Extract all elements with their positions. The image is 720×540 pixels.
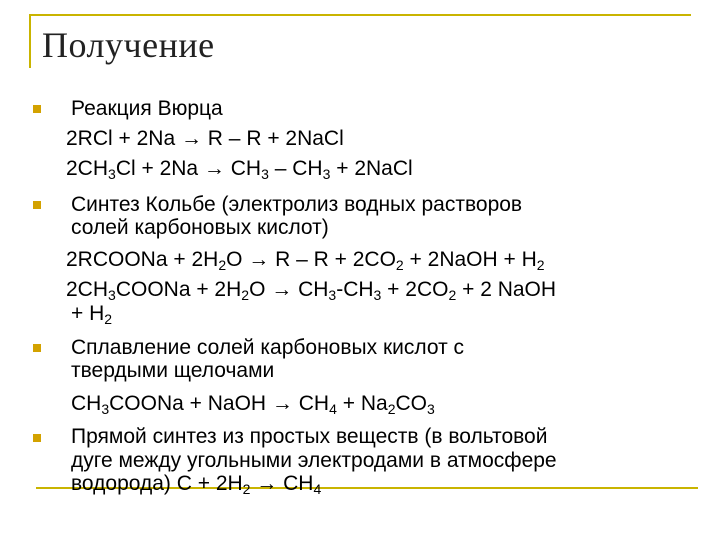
fusion-heading-line2: твердыми щелочами	[71, 359, 275, 382]
kolbe-equation-2: $2CH_3COONa + 2H_2O \to CH_3-CH_3 + 2CO_2 + 2$ NaOH	[66, 278, 557, 303]
kolbe-heading-line1: Синтез Кольбе (электролиз водных растворов	[71, 193, 523, 216]
kolbe-equation-1: 2RCOONa + $2H_2O \to R - R + 2CO_2$ + 2NaOH + $H_2$	[66, 248, 545, 273]
wurtz-heading: Реакция Вюрца	[71, 97, 223, 120]
direct-synthesis-line2: дуге между угольными электродами в атмосфере	[71, 449, 557, 472]
kolbe-heading-line2: солей карбоновых кислот)	[71, 216, 329, 239]
bullet-icon	[33, 105, 41, 113]
page-title: Получение	[42, 25, 215, 65]
wurtz-equation-2: $2CH_3Cl + 2Na \to CH_3 - CH_3$ + 2NaCl	[66, 157, 413, 182]
fusion-heading-line1: Сплавление солей карбоновых кислот с	[71, 336, 465, 359]
direct-synthesis-line1: Прямой синтез из простых веществ (в вольтовой	[71, 425, 548, 448]
direct-synthesis-line3: водорода) $C + 2H_2 \to CH_4$	[71, 472, 322, 497]
bullet-icon	[33, 201, 41, 209]
bullet-icon	[33, 434, 41, 442]
kolbe-equation-2-continued: + $H_2$	[71, 302, 113, 327]
wurtz-equation-1: 2RCl + 2Na → R – R + 2NaCl	[66, 127, 344, 150]
fusion-equation: $CH_3COONa$ + NaOH → $CH_4 + Na_2CO_3$	[71, 392, 435, 417]
bullet-icon	[33, 344, 41, 352]
